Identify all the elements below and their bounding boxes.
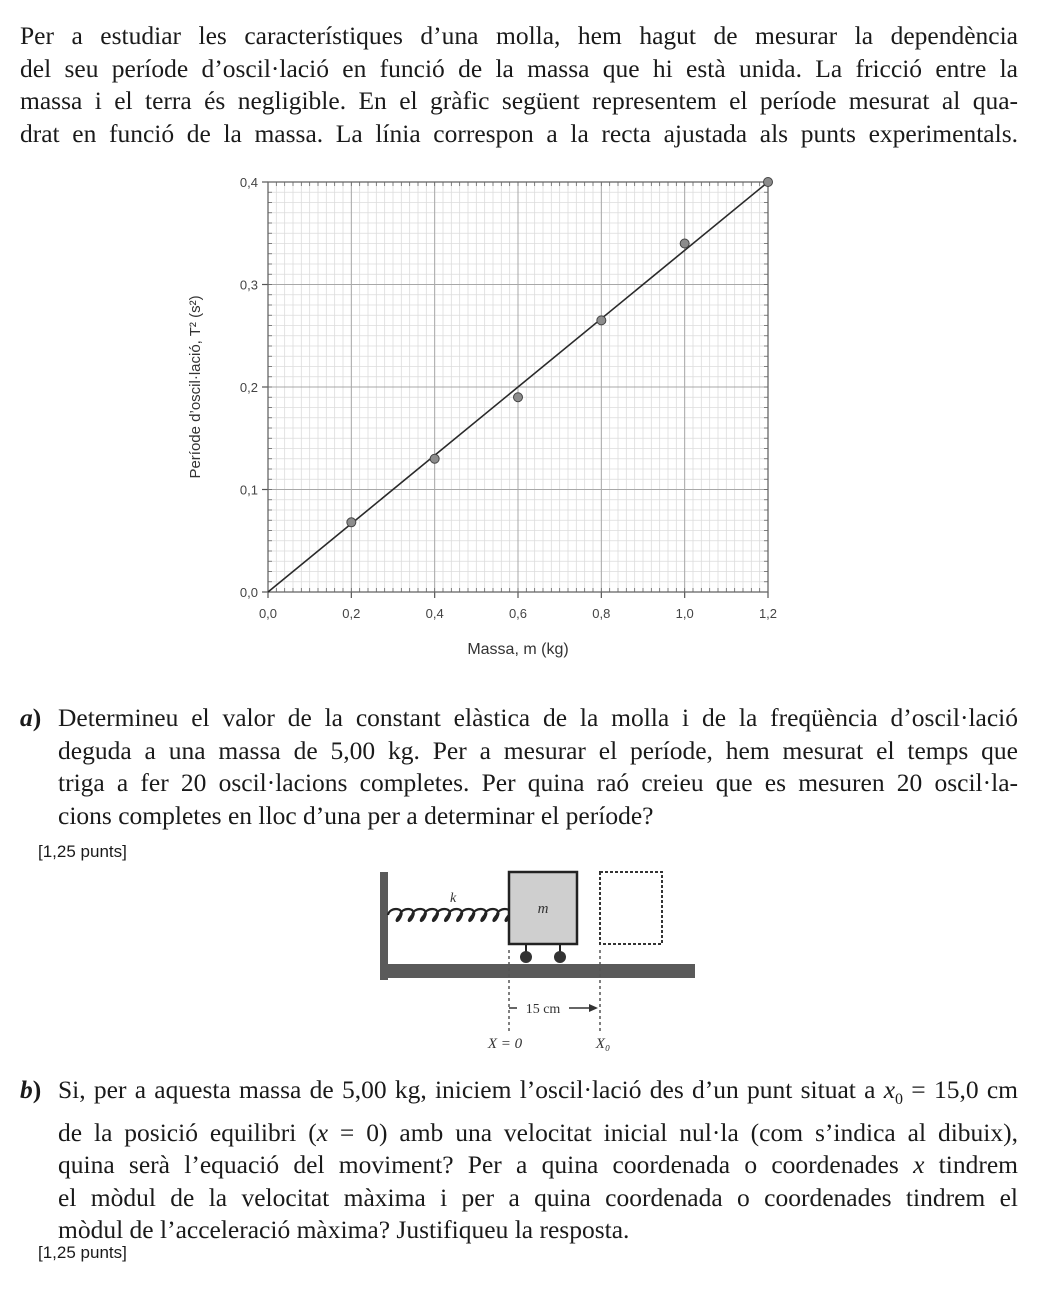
x-tick-label: 1,0: [675, 606, 694, 621]
x-tick-label: 1,2: [758, 606, 778, 621]
data-point: [347, 518, 356, 527]
intro-line: Per a estudiar les característiques d’una molla, hem hagut de mesurar la dependència: [20, 21, 1018, 50]
question-a-line: Determineu el valor de la constant elàstica de la molla i de la freqüència d’oscil·lació: [58, 703, 1018, 732]
wheel: [520, 951, 532, 963]
question-b-points: [1,25 punts]: [38, 1243, 127, 1262]
question-a-line: cions completes en lloc d’una per a determinar el període?: [58, 800, 654, 830]
question-b-letter: b): [20, 1075, 42, 1104]
spring-coil: [388, 909, 510, 921]
question-a-text: [58, 702, 1018, 832]
intro-line: del seu període d’oscil·lació en funció de la massa que hi està unida. La fricció entre la: [20, 53, 1018, 83]
question-a-letter: a): [20, 703, 42, 732]
intro-line: massa i el terra és negligible. En el gràfic següent representem el període mesurat al qua-: [20, 86, 1018, 115]
y-tick-label: 0,4: [239, 175, 258, 190]
x-tick-label: 0,8: [592, 606, 611, 621]
x-axis-label: Massa, m (kg): [467, 641, 569, 658]
chart-svg: [170, 165, 820, 675]
data-point: [514, 393, 523, 402]
floor: [380, 964, 695, 978]
origin-label: X = 0: [487, 1036, 523, 1052]
question-a: [20, 702, 1018, 832]
y-tick-label: 0,3: [239, 277, 258, 293]
x-tick-label: 0,0: [258, 606, 278, 621]
question-b-line: el mòdul de la velocitat màxima i per a quina coordenada o coordenades tindrem el: [58, 1182, 1018, 1212]
data-point: [680, 239, 689, 248]
question-b: [20, 1074, 1018, 1245]
wheel: [554, 951, 566, 963]
spring-label: k: [450, 891, 457, 906]
x0-label: X₀: [595, 1036, 611, 1052]
wall: [380, 872, 388, 980]
question-b-line: Si, per a aquesta massa de 5,00 kg, iniciem l’oscil·lació des d’un punt situat a $x_0 = 15,0$ cm: [58, 1075, 1018, 1109]
distance-arrowhead: [589, 1004, 598, 1012]
question-a-line: deguda a una massa de 5,00 kg. Per a mesurar el període, hem mesurat el temps que: [58, 735, 1018, 765]
question-b-line: mòdul de l’acceleració màxima? Justifiqueu la resposta.: [58, 1215, 630, 1245]
data-point: [430, 454, 439, 463]
mass-label: m: [537, 901, 549, 917]
y-axis-label: Període d’oscil·lació, T² (s²): [187, 295, 204, 479]
question-b-text: [58, 1074, 1018, 1247]
intro-paragraph: [20, 20, 1018, 150]
distance-label: 15 cm: [525, 1002, 561, 1017]
displaced-mass-outline: [600, 872, 662, 944]
y-tick-label: 0,1: [239, 482, 258, 498]
spring-diagram-svg: [375, 860, 705, 1060]
y-tick-label: 0,0: [239, 585, 258, 600]
x-tick-label: 0,4: [425, 606, 444, 621]
question-b-line: de la posició equilibri (x = 0) amb una velocitat inicial nul·la (com s’indica al dibuix),: [58, 1117, 1018, 1147]
data-point: [597, 316, 606, 325]
question-b-line: quina serà l’equació del moviment? Per a quina coordenada o coordenades x tindrem: [58, 1150, 1018, 1180]
y-tick-label: 0,2: [239, 380, 258, 395]
spring-mass-diagram: [375, 860, 705, 1060]
x-tick-label: 0,6: [508, 606, 528, 621]
x-tick-label: 0,2: [342, 606, 361, 621]
question-a-points: [1,25 punts]: [38, 842, 127, 861]
question-a-line: triga a fer 20 oscil·lacions completes. Per quina raó creieu que es mesuren 20 oscil·la-: [58, 768, 1018, 797]
intro-line: drat en funció de la massa. La línia correspon a la recta ajustada als punts experimentals.: [20, 118, 1018, 148]
period-mass-chart: [170, 165, 820, 675]
data-point: [764, 178, 773, 187]
